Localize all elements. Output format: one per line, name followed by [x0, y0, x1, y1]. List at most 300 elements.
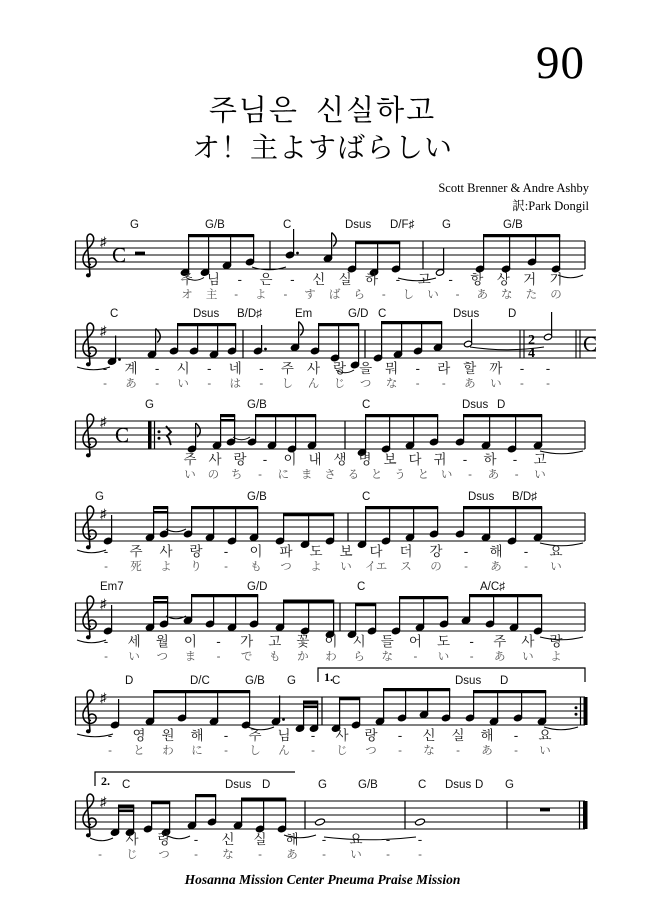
lyric-syllable-korean: 이	[283, 452, 297, 467]
lyric-syllable-korean: 다	[408, 452, 422, 467]
chord-label: Em7	[100, 581, 124, 593]
lyric-syllable-korean: 영	[132, 728, 146, 743]
time-signature: C	[112, 243, 127, 267]
lyric-syllable-korean: -	[290, 272, 295, 287]
chord-label: D	[125, 675, 134, 687]
lyric-syllable-korean: 님	[277, 728, 291, 743]
beam	[383, 688, 450, 691]
lyric-syllable-japanese: -	[216, 651, 221, 663]
lyric-syllable-japanese: -	[322, 849, 326, 861]
chord-label: Em	[295, 308, 313, 320]
chord-label: G/D	[247, 581, 268, 593]
lyric-syllable-japanese: い	[340, 561, 352, 573]
augmentation-dot	[264, 348, 267, 351]
clef-dot	[86, 833, 91, 837]
lyric-syllable-korean: -	[154, 361, 160, 376]
eighth-flag	[156, 329, 161, 343]
volta-label: 2.	[101, 774, 110, 788]
lyric-syllable-korean: 사	[521, 634, 535, 649]
lyric-syllable-korean: 요	[538, 728, 552, 743]
lyric-syllable-korean: 하	[483, 452, 497, 467]
lyric-syllable-japanese: な	[385, 378, 398, 390]
beam	[303, 706, 318, 709]
lyric-syllable-japanese: -	[398, 745, 402, 757]
chord-label: C	[357, 581, 366, 593]
key-signature-sharp-icon: ♯	[100, 234, 107, 249]
beam	[399, 596, 448, 599]
lyric-syllable-korean: 님	[206, 272, 220, 287]
lyric-syllable-korean: 거	[523, 272, 537, 287]
chord-label: G/D	[348, 308, 369, 320]
beam	[483, 234, 560, 237]
chord-label: C	[362, 399, 371, 411]
beam	[153, 506, 168, 509]
lyric-syllable-japanese: あ	[286, 849, 298, 861]
chord-label: C	[332, 675, 341, 687]
chord-label: D	[475, 779, 484, 791]
lyric-syllable-japanese: -	[258, 849, 262, 861]
lyric-syllable-korean: 상	[496, 272, 510, 287]
lyric-syllable-korean: -	[448, 272, 453, 287]
lyric-syllable-japanese: -	[104, 651, 108, 663]
clef-dot	[86, 362, 91, 366]
chord-label: D/C	[190, 675, 210, 687]
lyric-syllable-japanese: -	[441, 378, 446, 390]
tie-slur	[77, 640, 106, 643]
chord-label: G/B	[247, 491, 267, 503]
chord-label: G/B	[503, 219, 523, 231]
beam	[339, 697, 360, 700]
lyric-syllable-japanese: の	[550, 289, 562, 301]
lyric-syllable-japanese: ち	[230, 469, 243, 481]
title-korean: 주님은 신실하고	[208, 95, 437, 127]
lyric-syllable-korean: 이	[324, 634, 338, 649]
lyric-syllable-japanese: -	[514, 469, 519, 481]
title-japanese: オ！主よすばらしい	[191, 133, 453, 164]
lyric-syllable-korean: 강	[429, 544, 443, 559]
lyric-syllable-korean: 까	[489, 361, 503, 376]
lyric-syllable-japanese: わ	[325, 651, 337, 663]
lyric-syllable-japanese: あ	[494, 651, 506, 663]
chord-label: C	[362, 491, 371, 503]
credit-composers: Scott Brenner & Andre Ashby	[438, 181, 589, 195]
lyric-syllable-korean: -	[193, 832, 199, 847]
lyric-syllable-korean: -	[512, 452, 518, 467]
lyric-syllable-japanese: -	[418, 849, 422, 861]
lyric-syllable-japanese: さ	[324, 469, 336, 481]
lyric-syllable-korean: 도	[436, 634, 451, 649]
lyric-syllable-korean: -	[462, 452, 468, 467]
lyric-syllable-japanese: -	[311, 745, 315, 757]
lyric-syllable-korean: -	[415, 361, 420, 376]
lyric-syllable-korean: 월	[155, 634, 169, 649]
lyric-syllable-japanese: -	[455, 289, 460, 301]
lyric-syllable-korean: 주	[493, 634, 507, 649]
lyric-syllable-japanese: あ	[490, 561, 502, 573]
lyric-syllable-japanese: つ	[156, 651, 168, 663]
lyric-syllable-korean: 라	[437, 361, 451, 376]
lyric-syllable-japanese: -	[104, 561, 108, 573]
lyric-syllable-korean: 고	[417, 272, 431, 287]
clef-dot	[86, 729, 91, 733]
volta-label: 1.	[324, 670, 333, 684]
lyric-syllable-korean: 하	[364, 272, 379, 287]
lyric-syllable-japanese: と	[133, 745, 145, 757]
lyric-syllable-japanese: よ	[550, 651, 562, 663]
lyric-syllable-japanese: も	[250, 561, 262, 573]
beam	[318, 323, 359, 326]
chord-label: Dsus	[468, 491, 495, 503]
lyric-syllable-japanese: わ	[162, 745, 174, 757]
lyric-syllable-korean: -	[397, 728, 403, 743]
lyric-syllable-japanese: る	[347, 469, 360, 481]
beam	[220, 419, 235, 422]
beam	[151, 801, 170, 804]
lyric-syllable-korean: -	[463, 544, 469, 559]
tie-slur	[168, 836, 190, 839]
beam	[177, 323, 236, 326]
key-signature-sharp-icon: ♯	[100, 690, 107, 705]
repeat-dot	[575, 713, 578, 716]
lyric-syllable-japanese: -	[413, 651, 418, 663]
chord-label: G/B	[245, 675, 265, 687]
time-signature: 4	[528, 346, 535, 361]
chord-label: B/D♯	[237, 308, 262, 320]
beam	[153, 596, 168, 599]
lyric-syllable-japanese: -	[415, 378, 420, 390]
chord-label: G	[145, 399, 154, 411]
lyric-syllable-korean: -	[545, 361, 551, 376]
lyric-syllable-japanese: と	[417, 469, 430, 481]
lyric-syllable-japanese: い	[437, 651, 450, 663]
augmentation-dot	[118, 358, 121, 361]
lyric-syllable-korean: 실	[253, 832, 267, 847]
chord-label: Dsus	[455, 675, 482, 687]
tie-slur	[324, 837, 416, 840]
key-signature-sharp-icon: ♯	[100, 596, 107, 611]
lyric-syllable-japanese: あ	[481, 745, 493, 757]
lyric-syllable-korean: 요	[349, 832, 363, 847]
chord-label: D	[500, 675, 509, 687]
lyric-syllable-japanese: い	[440, 469, 453, 481]
volta-bracket	[318, 668, 585, 682]
lyric-syllable-korean: 사	[125, 832, 139, 847]
lyric-syllable-korean: -	[417, 832, 423, 847]
lyric-syllable-japanese: ま	[300, 469, 313, 481]
key-signature-sharp-icon: ♯	[100, 323, 107, 338]
lyric-syllable-japanese: -	[456, 745, 460, 757]
beam	[188, 234, 254, 237]
lyric-syllable-japanese: つ	[359, 378, 372, 390]
augmentation-dot	[282, 718, 285, 721]
chord-label: G	[505, 779, 514, 791]
lyric-syllable-japanese: つ	[280, 561, 292, 573]
lyric-syllable-japanese: に	[277, 469, 290, 481]
footer-text: Hosanna Mission Center Pneuma Praise Mission	[184, 872, 461, 887]
lyric-syllable-japanese: い	[427, 289, 439, 301]
lyric-syllable-japanese: い	[490, 378, 502, 390]
beam	[153, 690, 250, 693]
lyric-syllable-japanese: し	[402, 289, 415, 301]
lyric-syllable-korean: 랑	[233, 452, 247, 467]
lyric-syllable-japanese: の	[207, 469, 220, 481]
lyric-syllable-korean: 꽃	[296, 634, 310, 649]
lyric-syllable-korean: 을	[359, 361, 373, 376]
lyric-syllable-korean: 요	[549, 544, 563, 559]
notehead	[315, 818, 326, 826]
lyric-syllable-japanese: -	[259, 378, 264, 390]
lyric-syllable-korean: 주	[183, 452, 197, 467]
lyric-syllable-japanese: り	[190, 561, 202, 573]
lyric-syllable-korean: 다	[369, 544, 383, 559]
lyric-syllable-korean: 가	[240, 634, 254, 649]
lyric-syllable-korean: -	[310, 728, 316, 743]
lyric-syllable-japanese: -	[381, 289, 386, 301]
beam	[469, 594, 542, 597]
beam	[303, 701, 318, 704]
music-system-7	[0, 756, 645, 868]
beam	[283, 600, 334, 603]
lyric-syllable-korean: -	[321, 832, 327, 847]
lyric-syllable-japanese: ス	[400, 561, 412, 573]
lyric-syllable-japanese: い	[522, 651, 534, 663]
lyric-syllable-korean: 주	[129, 544, 143, 559]
lyric-syllable-korean: 도	[309, 544, 323, 559]
beam	[381, 321, 442, 324]
lyric-syllable-korean: 주	[248, 728, 262, 743]
lyric-syllable-japanese: -	[234, 289, 239, 301]
lyric-syllable-korean: 고	[268, 634, 282, 649]
lyric-syllable-korean: 들	[380, 634, 394, 649]
beam	[220, 414, 235, 417]
lyric-syllable-japanese: か	[297, 651, 309, 663]
lyric-syllable-japanese: い	[350, 849, 362, 861]
lyric-syllable-japanese: あ	[487, 469, 500, 481]
lyric-syllable-japanese: -	[520, 378, 524, 390]
lyric-syllable-japanese: に	[191, 745, 203, 757]
lyric-syllable-korean: -	[519, 361, 525, 376]
repeat-dot	[158, 430, 161, 433]
lyric-syllable-japanese: じ	[333, 378, 346, 390]
lyric-syllable-korean: 보	[383, 452, 397, 467]
chord-label: D/F♯	[390, 219, 415, 231]
lyric-syllable-korean: 랑	[549, 634, 563, 649]
chord-label: C	[110, 308, 119, 320]
lyric-syllable-korean: 시	[352, 634, 366, 649]
final-barline	[583, 801, 588, 829]
lyric-syllable-japanese: -	[224, 561, 228, 573]
lyric-syllable-japanese: あ	[476, 289, 488, 301]
chord-label: G	[130, 219, 139, 231]
lyric-syllable-korean: -	[523, 544, 529, 559]
lyric-syllable-japanese: 死	[130, 561, 142, 573]
lyric-syllable-korean: 랑	[333, 361, 347, 376]
lyric-syllable-korean: 내	[308, 452, 322, 467]
beam	[153, 601, 168, 604]
lyric-syllable-japanese: で	[240, 651, 253, 663]
tie-slur	[233, 437, 250, 440]
lyric-syllable-japanese: つ	[158, 849, 170, 861]
lyric-syllable-japanese: -	[469, 651, 474, 663]
page-number: 90	[536, 37, 585, 89]
chord-label: D	[508, 308, 517, 320]
eighth-flag	[332, 233, 337, 247]
begin-repeat-icon	[148, 421, 152, 449]
lyric-syllable-japanese: ま	[184, 651, 197, 663]
time-signature: C	[115, 423, 130, 447]
music-system-6	[0, 652, 645, 764]
beam	[195, 794, 216, 797]
lyric-syllable-korean: -	[102, 361, 108, 376]
lyric-syllable-japanese: -	[194, 849, 198, 861]
lyric-syllable-korean: 보	[339, 544, 353, 559]
lyric-syllable-japanese: す	[304, 289, 316, 301]
clef-dot	[86, 273, 91, 277]
lyric-syllable-korean: -	[103, 634, 109, 649]
lyric-syllable-japanese: ら	[353, 289, 365, 301]
lyric-syllable-japanese: -	[98, 849, 102, 861]
lyric-syllable-japanese: つ	[365, 745, 377, 757]
lyric-syllable-korean: 은	[259, 272, 273, 287]
augmentation-dot	[296, 252, 299, 255]
lyric-syllable-korean: 랑	[189, 544, 203, 559]
lyric-syllable-japanese: -	[546, 378, 550, 390]
eighth-flag	[299, 322, 304, 336]
chord-label: Dsus	[453, 308, 480, 320]
lyric-syllable-japanese: -	[155, 378, 160, 390]
chord-label: B/D♯	[512, 491, 537, 503]
lyric-syllable-korean: 생	[333, 452, 347, 467]
lyric-syllable-korean: -	[262, 452, 268, 467]
lyric-syllable-japanese: -	[514, 745, 518, 757]
lyric-syllable-japanese: の	[430, 561, 442, 573]
clef-dot	[86, 453, 91, 457]
beam	[355, 603, 376, 606]
beam	[191, 506, 258, 509]
lyric-syllable-japanese: い	[184, 469, 196, 481]
beam	[283, 513, 334, 516]
lyric-syllable-korean: 랑	[157, 832, 171, 847]
lyric-syllable-japanese: -	[108, 745, 112, 757]
lyric-syllable-korean: -	[216, 634, 221, 649]
repeat-dot	[575, 706, 578, 709]
half-rest-icon	[135, 252, 145, 255]
lyric-syllable-korean: 사	[159, 544, 173, 559]
lyric-syllable-korean: 귀	[433, 452, 447, 467]
lyric-syllable-korean: -	[469, 634, 474, 649]
beam	[118, 805, 134, 808]
lyric-syllable-korean: 주	[280, 361, 294, 376]
lyric-syllable-korean: -	[513, 728, 519, 743]
lyric-syllable-korean: 신	[221, 832, 235, 847]
lyric-syllable-japanese: う	[394, 469, 406, 481]
lyric-syllable-japanese: -	[283, 289, 288, 301]
lyric-syllable-japanese: -	[468, 469, 472, 481]
beam	[241, 798, 286, 801]
lyric-syllable-korean: 항	[470, 272, 484, 287]
lyric-syllable-korean: 이	[249, 544, 263, 559]
lyric-syllable-japanese: -	[464, 561, 468, 573]
beam	[463, 414, 542, 417]
lyric-syllable-japanese: い	[177, 378, 189, 390]
time-signature: 2	[528, 333, 535, 348]
lyric-syllable-japanese: い	[539, 745, 551, 757]
lyric-syllable-japanese: あ	[125, 378, 137, 390]
lyric-syllable-japanese: -	[524, 561, 528, 573]
lyric-syllable-japanese: よ	[160, 561, 172, 573]
lyric-syllable-japanese: な	[501, 289, 513, 301]
lyric-syllable-korean: 해	[190, 728, 204, 743]
lyric-syllable-japanese: と	[370, 469, 383, 481]
lyric-syllable-korean: -	[223, 728, 229, 743]
chord-label: D	[497, 399, 506, 411]
lyric-syllable-korean: -	[223, 544, 229, 559]
lyric-syllable-korean: 네	[228, 361, 242, 376]
notehead	[415, 818, 426, 826]
repeat-dot	[158, 437, 161, 440]
lyric-syllable-japanese: い	[550, 561, 562, 573]
beam	[118, 810, 134, 813]
lyric-syllable-korean: -	[395, 272, 401, 287]
chord-label: D	[262, 779, 271, 791]
lyric-syllable-korean: -	[103, 544, 109, 559]
lyric-syllable-korean: 고	[533, 452, 547, 467]
chord-label: G	[318, 779, 327, 791]
beam	[255, 414, 316, 417]
clef-dot	[86, 635, 91, 639]
chord-label: G/B	[358, 779, 378, 791]
lyric-syllable-korean: 더	[399, 544, 413, 559]
lyric-syllable-japanese: い	[128, 651, 140, 663]
beam	[473, 690, 546, 693]
lyric-syllable-korean: 기	[549, 272, 563, 287]
time-signature: C	[583, 332, 598, 356]
chord-label: C	[418, 779, 427, 791]
key-signature-sharp-icon: ♯	[100, 414, 107, 429]
chord-label: Dsus	[462, 399, 489, 411]
beam	[463, 506, 542, 509]
whole-rest-icon	[540, 808, 550, 811]
lyric-syllable-japanese: な	[381, 651, 393, 663]
lyric-syllable-korean: -	[206, 361, 212, 376]
beam	[191, 594, 258, 597]
chord-label: G/B	[205, 219, 225, 231]
lyric-syllable-japanese: な	[222, 849, 234, 861]
lyric-syllable-japanese: た	[525, 289, 538, 301]
beam	[365, 506, 438, 509]
lyric-syllable-korean: 원	[161, 728, 175, 743]
chord-label: Dsus	[445, 779, 472, 791]
lyric-syllable-korean: 명	[358, 452, 372, 467]
lyric-syllable-korean: 해	[480, 728, 494, 743]
lyric-syllable-japanese: い	[534, 469, 546, 481]
beam	[355, 241, 400, 244]
lyric-syllable-korean: -	[259, 361, 264, 376]
chord-label: C	[378, 308, 387, 320]
beam	[365, 414, 438, 417]
clef-dot	[86, 545, 91, 549]
chord-label: Dsus	[193, 308, 220, 320]
lyric-syllable-korean: 신	[422, 728, 436, 743]
lyric-syllable-japanese: ん	[307, 378, 320, 390]
lyric-syllable-korean: 이	[183, 634, 197, 649]
lyric-syllable-japanese: ら	[353, 651, 365, 663]
lyric-syllable-japanese: -	[224, 745, 228, 757]
lyric-syllable-japanese: 主	[205, 289, 218, 301]
lyric-syllable-japanese: し	[249, 745, 261, 757]
chord-label: C	[283, 219, 292, 231]
lyric-syllable-japanese: し	[281, 378, 294, 390]
